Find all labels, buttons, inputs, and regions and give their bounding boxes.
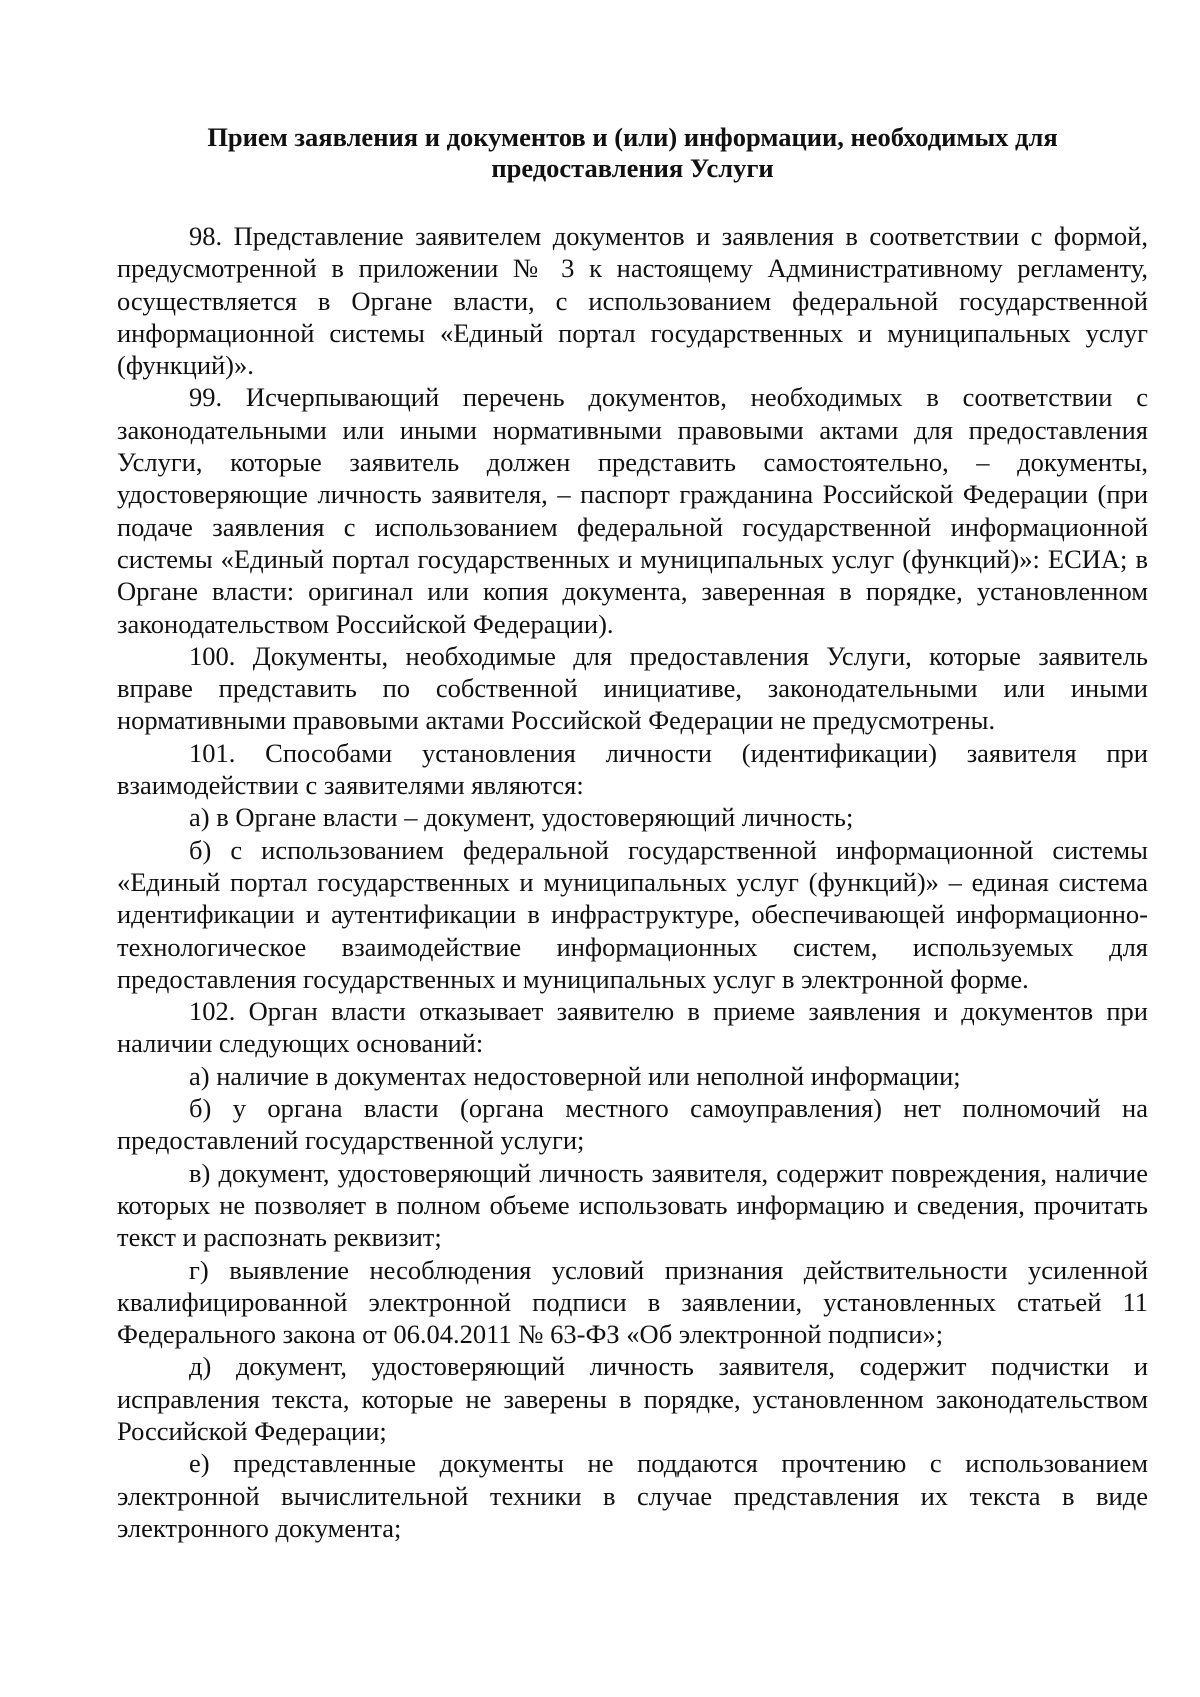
section-heading [117,122,1148,184]
paragraph-101-item-b: б) с использованием федеральной государственной информационной системы «Единый портал государственных и муниципальных услуг (функций)» – единая система идентификации и аутентификации в инфраструктуре, обеспечивающей информационно-технологическое взаимодействие информационных систем, используемых для предоставления государственных и муниципальных услуг в электронной форме. [117,834,1148,994]
paragraph-102-item-g: г) выявление несоблюдения условий признания действительности усиленной квалифицированной электронной подписи в заявлении, установленных статьей 11 Федерального закона от 06.04.2011 № 63-ФЗ «Об электронной подписи»; [117,1254,1148,1350]
paragraph-102: 102. Орган власти отказывает заявителю в приеме заявления и документов при наличии следующих оснований: [117,996,1148,1059]
section-heading-line-1: Прием заявления и документов и (или) информации, необходимых для [207,122,1058,152]
document-body [117,122,1148,1544]
paragraph-102-item-d: д) документ, удостоверяющий личность заявителя, содержит подчистки и исправления текста, которые не заверены в порядке, установленном законодательством Российской Федерации; [117,1351,1148,1446]
paragraph-100: 100. Документы, необходимые для предоставления Услуги, которые заявитель вправе представить по собственной инициативе, законодательными или иными нормативными правовыми актами Российской Федерации не предусмотрены. [117,640,1148,736]
paragraph-102-item-a: а) наличие в документах недостоверной или неполной информации; [189,1060,961,1091]
paragraph-99: 99. Исчерпывающий перечень документов, необходимых в соответствии с законодательными или иными нормативными правовыми актами для предоставления Услуги, которые заявитель должен представить самостоятельно, – документы, удостоверяющие личность заявителя, – паспорт гражданина Российской Федерации (при подаче заявления с использованием федеральной государственной информационной системы «Единый портал государственных и муниципальных услуг (функций)»: ЕСИА; в Органе власти: оригинал или копия документа, заверенная в порядке, установленном законодательством Российской Федерации). [117,382,1148,639]
paragraph-101-item-a: а) в Органе власти – документ, удостоверяющий личность; [189,802,854,833]
paragraph-102-item-b: б) у органа власти (органа местного самоуправления) нет полномочий на предоставлений государственной услуги; [117,1093,1148,1156]
section-heading-line-2: предоставления Услуги [491,153,774,183]
paragraph-102-item-v: в) документ, удостоверяющий личность заявителя, содержит повреждения, наличие которых не позволяет в полном объеме использовать информацию и сведения, прочитать текст и распознать реквизит; [117,1157,1148,1253]
paragraph-102-item-e: е) представленные документы не поддаются прочтению с использованием электронной вычислительной техники в случае представления их текста в виде электронного документа; [117,1448,1148,1543]
paragraph-98: 98. Представление заявителем документов и заявления в соответствии с формой, предусмотренной в приложении № 3 к настоящему Административному регламенту, осуществляется в Органе власти, с использованием федеральной государственной информационной системы «Единый портал государственных и муниципальных услуг (функций)». [117,221,1148,381]
paragraph-101: 101. Способами установления личности (идентификации) заявителя при взаимодействии с заявителями являются: [117,737,1148,801]
